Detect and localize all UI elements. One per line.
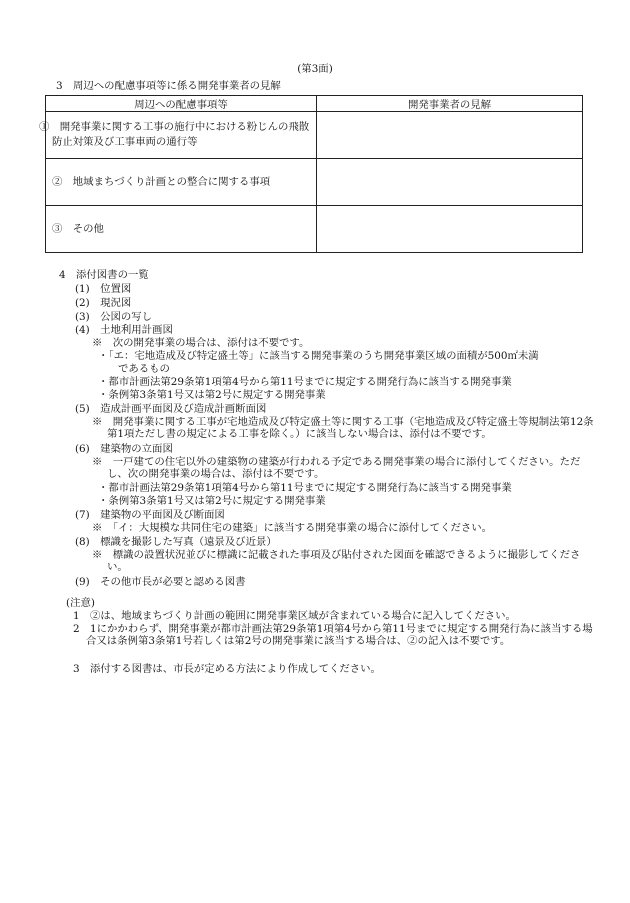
opinion-field-community-plan[interactable] <box>317 159 583 206</box>
list-note: ※ 開発事業に関する工事が宅地造成及び特定盛土等に関する工事（宅地造成及び特定盛土等規制法第12条第1項ただし書の規定による工事を除く。）に該当しない場合は、添付は不要です。 <box>92 416 594 440</box>
page-number: (第3面) <box>297 63 333 75</box>
list-bullet: ・条例第3条第1号又は第2号に規定する開発事業 <box>98 495 326 507</box>
list-item: (1) 位置図 <box>75 283 132 295</box>
list-note: ※ 次の開発事業の場合は、添付は不要です。 <box>92 337 310 349</box>
row-item-dust: ① 開発事業に関する工事の施行中における粉じんの飛散防止対策及び工事車両の通行等 <box>46 112 317 159</box>
opinion-table <box>39 95 583 253</box>
list-note: ※ 「イ：大規模な共同住宅の建築」に該当する開発事業の場合に添付してください。 <box>92 522 493 534</box>
opinion-field-dust[interactable] <box>317 112 583 159</box>
list-bullet: ・「エ：宅地造成及び特定盛土等」に該当する開発事業のうち開発事業区域の面積が500㎡未満 <box>98 350 539 362</box>
table-row <box>46 206 583 253</box>
list-item: (9) その他市長が必要と認める図書 <box>75 576 246 588</box>
table-row <box>46 112 583 159</box>
list-bullet: ・都市計画法第29条第1項第4号から第11号までに規定する開発行為に該当する開発事業 <box>98 376 512 388</box>
note-item: 1 ②は、地域まちづくり計画の範囲に開発事業区域が含まれている場合に記入してください。 <box>73 610 516 622</box>
section3-title: 3 周辺への配慮事項等に係る開発事業者の見解 <box>56 80 281 92</box>
row-item-community-plan: ② 地域まちづくり計画との整合に関する事項 <box>46 159 317 206</box>
table-header-row <box>46 96 583 112</box>
list-bullet: ・条例第3条第1号又は第2号に規定する開発事業 <box>98 389 326 401</box>
list-item: (2) 現況図 <box>75 297 132 309</box>
list-item: (5) 造成計画平面図及び造成計画断面図 <box>75 403 267 415</box>
list-note: ※ 標識の設置状況並びに標識に記載された事項及び貼付された図面を確認できるように撮影してください。 <box>92 549 581 573</box>
list-item: (7) 建築物の平面図及び断面図 <box>75 509 225 521</box>
header-considerations: 周辺への配慮事項等 <box>46 96 317 112</box>
list-item: (6) 建築物の立面図 <box>75 443 173 455</box>
list-bullet: ・都市計画法第29条第1項第4号から第11号までに規定する開発行為に該当する開発事業 <box>98 482 512 494</box>
list-item: (4) 土地利用計画図 <box>75 324 173 336</box>
list-item: (8) 標識を撮影した写真（遠景及び近景） <box>75 536 277 548</box>
list-item: (3) 公図の写し <box>75 311 153 323</box>
notes-title: (注意) <box>66 597 95 609</box>
section4-title: 4 添付図書の一覧 <box>59 269 149 281</box>
list-bullet-cont: であるもの <box>118 363 170 375</box>
row-item-other: ③ その他 <box>46 206 317 253</box>
table-row <box>46 159 583 206</box>
header-developer-opinion: 開発事業者の見解 <box>317 96 583 112</box>
opinion-field-other[interactable] <box>317 206 583 253</box>
note-item: 3 添付する図書は、市長が定める方法により作成してください。 <box>73 663 381 675</box>
note-item: 2 1にかかわらず、開発事業が都市計画法第29条第1項第4号から第11号までに規定する開発行為に該当する場合又は条例第3条第1号若しくは第2号の開発事業に該当する場合は、②の記入は不要です。 <box>73 623 593 647</box>
list-note: ※ 一戸建ての住宅以外の建築物の建築が行われる予定である開発事業の場合に添付してください。ただし、次の開発事業の場合は、添付は不要です。 <box>92 456 581 480</box>
